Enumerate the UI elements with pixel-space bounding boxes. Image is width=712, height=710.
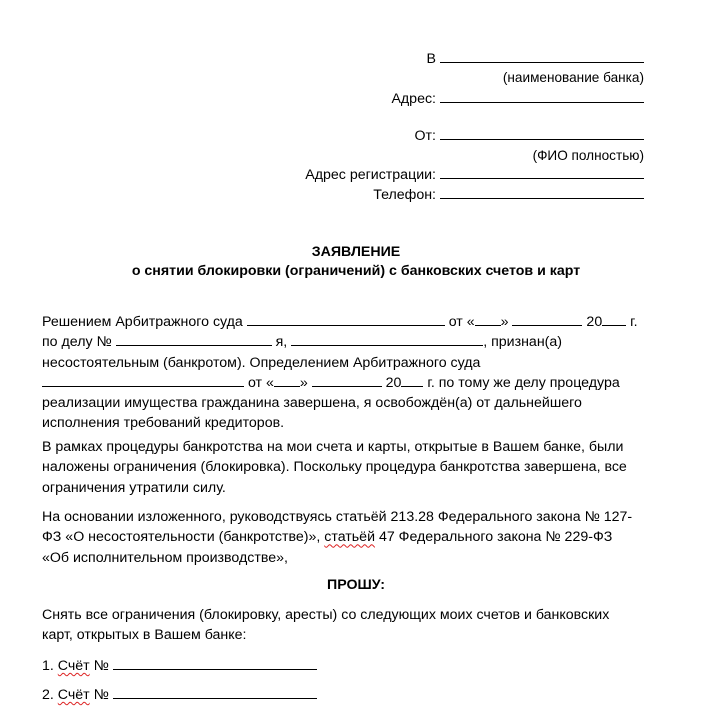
paragraph-court-decision bbox=[42, 312, 642, 434]
document-subtitle: о снятии блокировки (ограничений) с банковских счетов и карт bbox=[131, 263, 581, 279]
p1-text-3: » bbox=[500, 314, 513, 330]
item-2-number: 2. bbox=[42, 687, 54, 703]
day-blank-2 bbox=[274, 374, 300, 387]
address-label: Адрес: bbox=[391, 91, 436, 107]
month-blank bbox=[512, 313, 582, 326]
phone-blank bbox=[440, 186, 644, 199]
court-name-blank-2 bbox=[42, 374, 244, 387]
address-row bbox=[0, 90, 644, 108]
phone-label: Телефон: bbox=[373, 187, 436, 203]
from-row bbox=[0, 127, 644, 145]
applicant-name-blank bbox=[291, 333, 483, 346]
year-blank-2 bbox=[401, 374, 423, 387]
item-1-sign: № bbox=[93, 658, 109, 674]
p3-text-3: 47 Федерального закона № 229-ФЗ «Об исполнительном производстве», bbox=[42, 529, 613, 566]
case-number-blank bbox=[116, 333, 272, 346]
reg-address-row bbox=[0, 166, 644, 184]
document-title: ЗАЯВЛЕНИЕ bbox=[311, 244, 401, 260]
p1-text-4: 20 bbox=[582, 314, 603, 330]
phone-row bbox=[0, 186, 644, 204]
p1-text-1: Решением Арбитражного суда bbox=[42, 314, 247, 330]
p1-text-2: от « bbox=[444, 314, 475, 330]
account-item-2 bbox=[42, 686, 317, 704]
p1-text-8: от « bbox=[244, 374, 274, 391]
bank-name-blank bbox=[440, 50, 644, 63]
day-blank bbox=[475, 313, 501, 326]
item-1-word: Счёт bbox=[57, 658, 90, 674]
p1-text-10: 20 bbox=[381, 374, 402, 391]
item-2-word: Счёт bbox=[57, 687, 90, 703]
paragraph-restrictions: В рамках процедуры банкротства на мои счета и карты, открытые в Вашем банке, были наложены ограничения (блокировка). Поскольку процедура банкротства завершена, все ограничения утратили силу. bbox=[42, 439, 627, 496]
account-item-1 bbox=[42, 657, 317, 675]
from-blank bbox=[440, 127, 644, 140]
reg-address-blank bbox=[440, 166, 644, 179]
address-blank bbox=[440, 90, 644, 103]
fio-note: (ФИО полностью) bbox=[532, 148, 644, 163]
item-1-number: 1. bbox=[42, 658, 54, 674]
p3-text-1: На основании изложенного, руководствуясь статьёй 213.28 Федерального закона № 127-ФЗ «О несостоятельности (банкротстве)», bbox=[42, 509, 633, 546]
to-bank-row bbox=[0, 50, 644, 68]
account-2-blank bbox=[113, 686, 317, 699]
paragraph-legal-basis bbox=[42, 507, 642, 568]
from-label: От: bbox=[414, 128, 436, 144]
p1-text-6: я, bbox=[271, 334, 292, 351]
request-heading: ПРОШУ: bbox=[327, 577, 385, 593]
item-2-sign: № bbox=[93, 687, 109, 703]
account-1-blank bbox=[113, 657, 317, 670]
month-blank-2 bbox=[312, 374, 382, 387]
p1-text-11: г. по тому же делу процедура реализации имущества гражданина завершена, я освобождён(а) от дальнейшего исполнения требований кредиторов. bbox=[42, 374, 620, 432]
reg-address-label: Адрес регистрации: bbox=[305, 167, 436, 183]
p1-text-5: г. по делу № bbox=[42, 314, 638, 351]
court-name-blank bbox=[247, 313, 445, 326]
year-blank bbox=[602, 313, 626, 326]
bank-name-note: (наименование банка) bbox=[502, 70, 644, 85]
p3-spellcheck-word: статьёй bbox=[324, 529, 375, 546]
p1-text-7: , признан(а) несостоятельным (банкротом). Определением Арбитражного суда bbox=[42, 334, 562, 371]
to-label: В bbox=[426, 51, 436, 67]
p1-text-9: » bbox=[299, 374, 312, 391]
paragraph-request: Снять все ограничения (блокировку, аресты) со следующих моих счетов и банковских карт, открытых в Вашем банке: bbox=[42, 607, 610, 644]
